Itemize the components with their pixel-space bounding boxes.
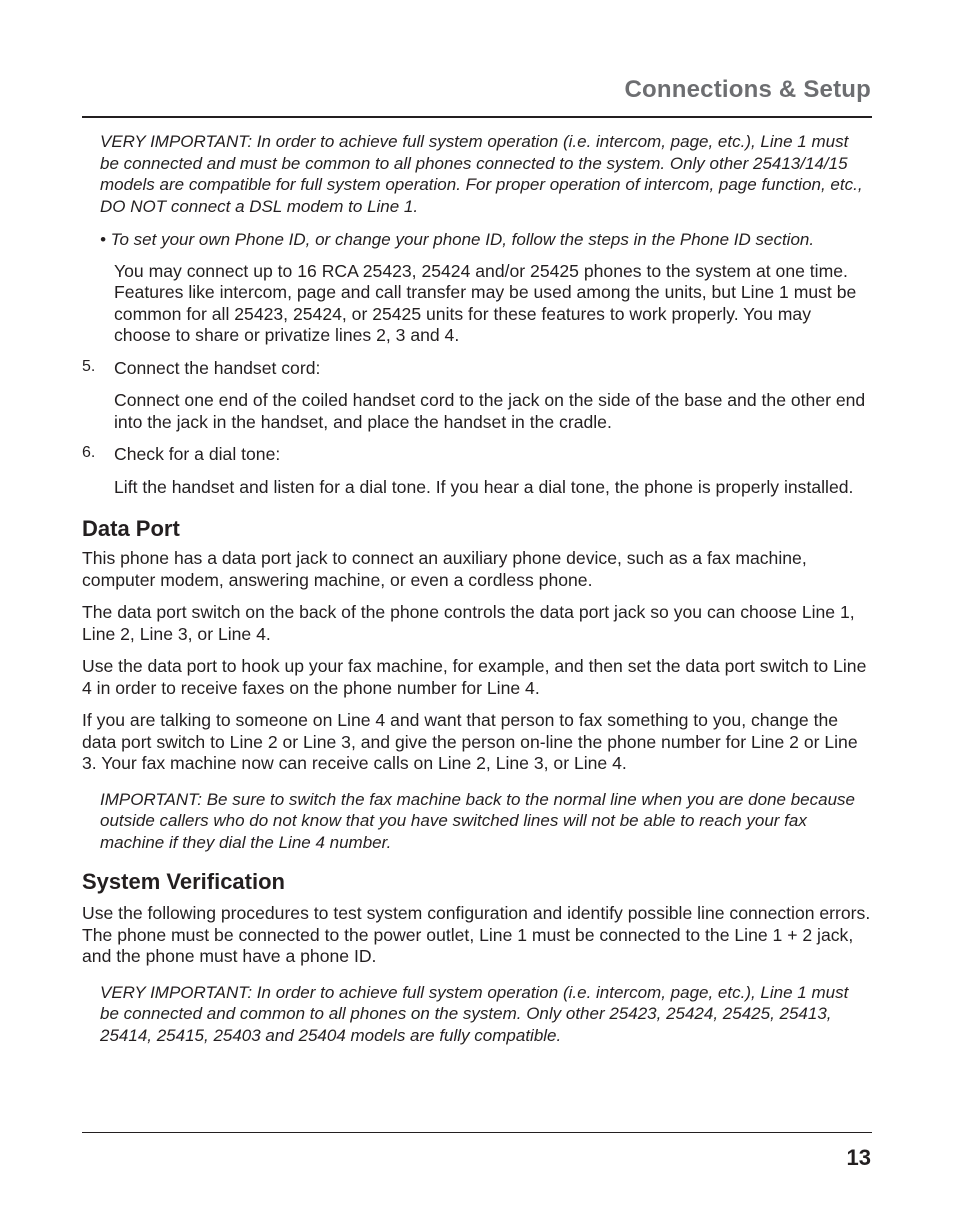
page-content [82,131,872,1046]
system-verification-paragraph: Use the following procedures to test system configuration and identify possible line connection errors. The phone must be connected to the power outlet, Line 1 must be connected to the Line 1 + 2 jack, and the phone must have a phone ID. [82,903,871,966]
data-port-paragraph: This phone has a data port jack to connect an auxiliary phone device, such as a fax machine, computer modem, answering machine, or even a cordless phone. [82,548,807,590]
step-5 [82,358,872,380]
connect-phones-paragraph: You may connect up to 16 RCA 25423, 25424 and/or 25425 phones to the system at one time. Features like intercom, page and call transfer may be used among the units, but Line 1 must be common for all 25423, 25424, or 25425 units for these features to work properly. You may choose to share or privatize lines 2, 3 and 4. [114,260,857,345]
footer-rule [82,1132,872,1133]
step-number: 6. [82,444,96,461]
section-header-title: Connections & Setup [624,76,871,103]
data-port-paragraph: If you are talking to someone on Line 4 and want that person to fax something to you, change the data port switch to Line 2 or Line 3, and give the person on-line the phone number for Line 2 or Line 3. Your fax machine now can receive calls on Line 2, Line 3, or Line 4. [82,710,858,773]
step-number: 5. [82,357,96,375]
system-verification-note: VERY IMPORTANT: In order to achieve full system operation (i.e. intercom, page, etc.), Line 1 must be connected and common to all phones on the system. Only other 25423, 25424, 25425, 25413, 25414, 25415, 25403 and 25404 models are fully compatible. [100,982,849,1045]
step-body: Connect one end of the coiled handset cord to the jack on the side of the base and the other end into the jack in the handset, and place the handset in the cradle. [114,390,866,432]
fax-important-note: IMPORTANT: Be sure to switch the fax machine back to the normal line when you are done because outside callers who do not know that you have switched lines will not be able to reach your fax machine if they dial the Line 4 number. [100,789,855,852]
step-6 [82,444,872,466]
page-number: 13 [846,1145,871,1170]
step-title: Connect the handset cord: [114,357,321,378]
phone-id-note: • To set your own Phone ID, or change your phone ID, follow the steps in the Phone ID section. [100,230,815,249]
step-title: Check for a dial tone: [114,444,281,464]
data-port-heading: Data Port [82,516,180,541]
step-body: Lift the handset and listen for a dial tone. If you hear a dial tone, the phone is properly installed. [114,476,854,497]
data-port-paragraph: The data port switch on the back of the phone controls the data port jack so you can choose Line 1, Line 2, Line 3, or Line 4. [82,602,855,644]
very-important-note: VERY IMPORTANT: In order to achieve full system operation (i.e. intercom, page, etc.), Line 1 must be connected and must be common to all phones connected to the system. Only other 25413/14/15 models are compatible for full system operation. For proper operation of intercom, page function, etc., DO NOT connect a DSL modem to Line 1. [100,132,863,216]
data-port-paragraph: Use the data port to hook up your fax machine, for example, and then set the data port switch to Line 4 in order to receive faxes on the phone number for Line 4. [82,656,867,698]
system-verification-heading: System Verification [82,869,285,894]
header-rule [82,116,872,118]
